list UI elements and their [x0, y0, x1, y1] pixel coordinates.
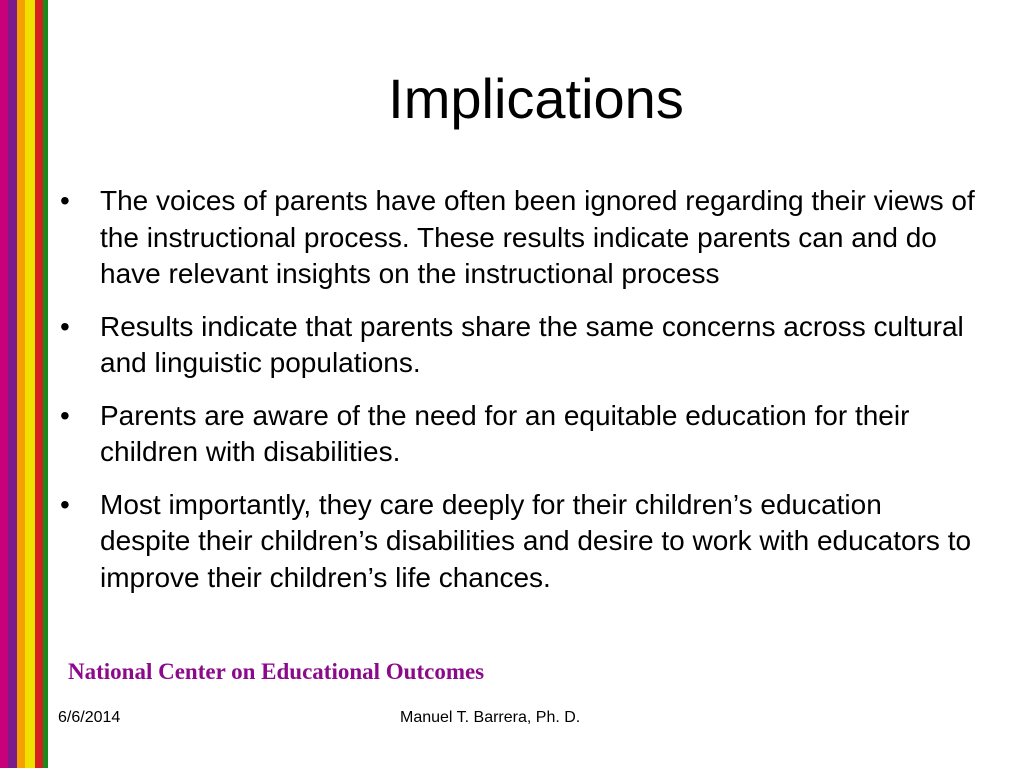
- bullet-text: The voices of parents have often been ignored regarding their views of the instructional process. These results indicate parents can and do have relevant insights on the instructional process: [100, 185, 975, 289]
- bullet-marker: •: [60, 310, 70, 342]
- stripe-purple: [8, 0, 17, 768]
- bullet-text: Most importantly, they care deeply for their children’s education despite their children’s disabilities and desire to work with educators to improve their children’s life chances.: [100, 488, 972, 593]
- slide-title: Implications: [388, 67, 684, 130]
- stripe-red: [35, 0, 43, 768]
- stripe-yellow: [25, 0, 35, 768]
- bullet-marker: •: [60, 488, 70, 520]
- bullet-list: [58, 183, 978, 612]
- bullet-marker: •: [60, 185, 70, 216]
- footer-date: 6/6/2014: [58, 709, 121, 726]
- stripe-magenta: [0, 0, 8, 768]
- organization-name: National Center on Educational Outcomes: [68, 659, 485, 684]
- bullet-item: [58, 398, 978, 471]
- decorative-side-stripes: [0, 0, 48, 768]
- stripe-orange: [17, 0, 25, 768]
- bullet-item: [58, 183, 978, 293]
- bullet-item: [58, 487, 978, 597]
- bullet-text: Results indicate that parents share the same concerns across cultural and linguistic populations.: [100, 310, 964, 378]
- bullet-item: [58, 309, 978, 382]
- bullet-text: Parents are aware of the need for an equitable education for their children with disabilities.: [100, 399, 910, 467]
- footer-author: Manuel T. Barrera, Ph. D.: [400, 709, 581, 726]
- bullet-marker: •: [60, 399, 70, 431]
